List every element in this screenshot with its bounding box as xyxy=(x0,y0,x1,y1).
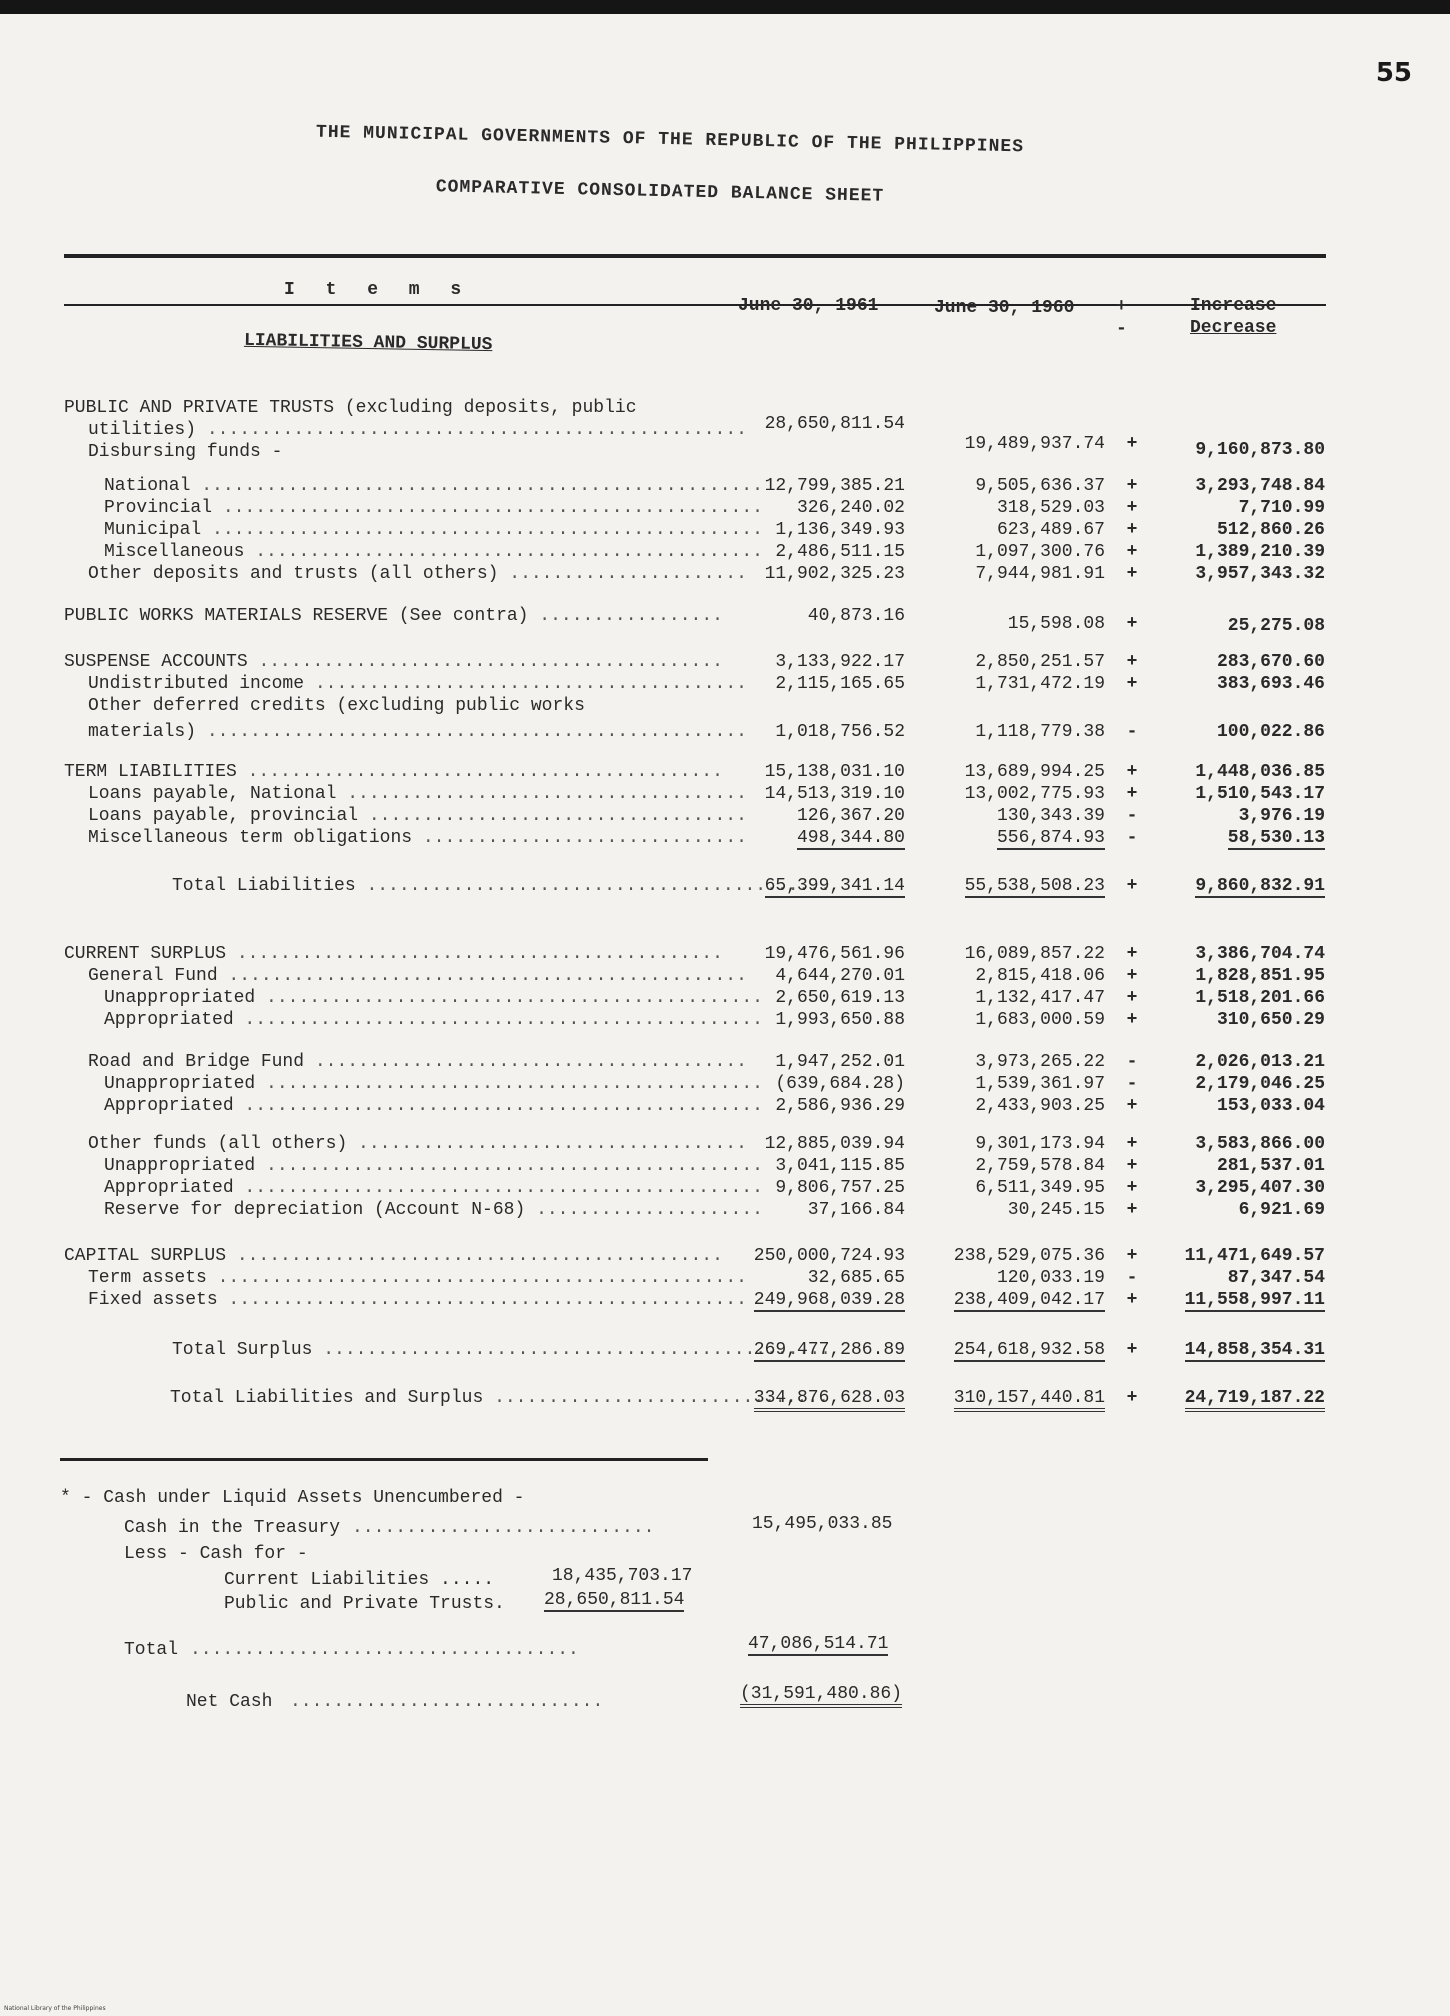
value-change: 2,179,046.25 xyxy=(1195,1074,1325,1094)
table-row xyxy=(0,806,1450,828)
change-sign: - xyxy=(1126,1074,1138,1094)
change-sign: + xyxy=(1126,966,1138,986)
row-label: PUBLIC AND PRIVATE TRUSTS (excluding deposits, public xyxy=(64,398,637,418)
footnote-intro: * - Cash under Liquid Assets Unencumbered - xyxy=(60,1488,525,1508)
value-change: 383,693.46 xyxy=(1216,674,1325,694)
table-row xyxy=(0,1246,1450,1268)
row-label: Unappropriated ..... xyxy=(104,1156,764,1176)
table-row xyxy=(0,652,1450,674)
table-row xyxy=(0,498,1450,520)
change-sign: - xyxy=(1126,828,1138,848)
value-1961: 2,486,511.15 xyxy=(775,542,905,562)
change-sign: + xyxy=(1126,1134,1138,1154)
table-row xyxy=(0,542,1450,564)
change-sign: + xyxy=(1126,988,1138,1008)
change-sign: + xyxy=(1126,784,1138,804)
footnote-total-value: 47,086,514.71 xyxy=(748,1634,889,1654)
value-1960: 1,118,779.38 xyxy=(975,722,1105,742)
source-note: National Library of the Philippines xyxy=(4,2005,106,2012)
column-header-sign: + - xyxy=(1116,297,1127,339)
footnote-separator xyxy=(60,1458,708,1461)
value-1960: 55,538,508.23 xyxy=(964,876,1105,896)
table-row xyxy=(0,398,1450,420)
column-header-june-1960: June 30, 1960 xyxy=(934,298,1075,318)
value-1960: 7,944,981.91 xyxy=(975,564,1105,584)
value-change: 24,719,187.22 xyxy=(1185,1388,1325,1412)
page-number: 55 xyxy=(1375,58,1412,88)
change-sign: + xyxy=(1126,1010,1138,1030)
scan-top-border xyxy=(0,0,1450,14)
value-change: 2,026,013.21 xyxy=(1195,1052,1325,1072)
change-sign: + xyxy=(1126,944,1138,964)
change-sign: - xyxy=(1126,722,1138,742)
value-1960: 2,759,578.84 xyxy=(975,1156,1105,1176)
footnote-current-value: 18,435,703.17 xyxy=(552,1566,693,1586)
footnote-trusts-value: 28,650,811.54 xyxy=(544,1590,685,1610)
value-1961: 40,873.16 xyxy=(807,606,905,626)
table-row xyxy=(0,966,1450,988)
value-1960: 130,343.39 xyxy=(996,806,1105,826)
row-label: Fixed assets ..... xyxy=(88,1290,748,1310)
footnote-net-value: (31,591,480.86) xyxy=(740,1684,902,1708)
row-label: Reserve for depreciation (Account N-68) ..... xyxy=(104,1200,764,1220)
value-1961: 14,513,319.10 xyxy=(764,784,905,804)
row-label: PUBLIC WORKS MATERIALS RESERVE (See contra) ..... xyxy=(64,606,724,626)
value-change: 281,537.01 xyxy=(1216,1156,1325,1176)
table-row xyxy=(0,564,1450,586)
value-change: 3,583,866.00 xyxy=(1195,1134,1325,1154)
footnote-total-label: Total xyxy=(124,1640,179,1660)
section-heading: LIABILITIES AND SURPLUS xyxy=(243,330,493,356)
value-1961: 1,947,252.01 xyxy=(775,1052,905,1072)
table-row xyxy=(0,1096,1450,1118)
row-label: Loans payable, National ..... xyxy=(88,784,748,804)
value-1960: 238,529,075.36 xyxy=(953,1246,1105,1266)
value-1960: 1,097,300.76 xyxy=(975,542,1105,562)
change-sign: + xyxy=(1126,434,1138,454)
table-row xyxy=(0,520,1450,542)
table-row xyxy=(0,1268,1450,1290)
row-label: materials) ..... xyxy=(88,722,748,742)
value-1961: 12,885,039.94 xyxy=(764,1134,905,1154)
value-change: 25,275.08 xyxy=(1227,616,1325,636)
row-label: TERM LIABILITIES ..... xyxy=(64,762,724,782)
value-change: 3,957,343.32 xyxy=(1195,564,1325,584)
table-row xyxy=(0,442,1450,464)
footnote-cash-label: Cash in the Treasury xyxy=(124,1518,341,1538)
value-1960: 120,033.19 xyxy=(996,1268,1105,1288)
value-1961: 28,650,811.54 xyxy=(764,414,905,434)
value-1960: 1,683,000.59 xyxy=(975,1010,1105,1030)
row-label: Miscellaneous ..... xyxy=(104,542,764,562)
row-label: utilities) ..... xyxy=(88,420,748,440)
value-change: 3,295,407.30 xyxy=(1195,1178,1325,1198)
value-change: 11,471,649.57 xyxy=(1184,1246,1325,1266)
value-1960: 9,505,636.37 xyxy=(975,476,1105,496)
value-1960: 6,511,349.95 xyxy=(975,1178,1105,1198)
value-1961: 3,133,922.17 xyxy=(775,652,905,672)
table-row-total xyxy=(0,1340,1450,1362)
value-1961: 15,138,031.10 xyxy=(764,762,905,782)
value-change: 9,860,832.91 xyxy=(1195,876,1325,896)
table-row xyxy=(0,1290,1450,1312)
row-label: Undistributed income ..... xyxy=(88,674,748,694)
report-subtitle: COMPARATIVE CONSOLIDATED BALANCE SHEET xyxy=(435,177,885,207)
value-1961: (639,684.28) xyxy=(775,1074,905,1094)
column-header-increase: Increase xyxy=(1190,296,1277,316)
row-label: Other deposits and trusts (all others) ..... xyxy=(88,564,748,584)
row-label: Provincial ..... xyxy=(104,498,764,518)
value-change: 9,160,873.80 xyxy=(1195,440,1325,460)
value-1961: 334,876,628.03 xyxy=(754,1388,905,1412)
row-label: General Fund ..... xyxy=(88,966,748,986)
value-change: 100,022.86 xyxy=(1216,722,1325,742)
value-change: 11,558,997.11 xyxy=(1184,1290,1325,1310)
row-label: Loans payable, provincial ..... xyxy=(88,806,748,826)
table-row xyxy=(0,1178,1450,1200)
value-1960: 3,973,265.22 xyxy=(975,1052,1105,1072)
table-row-total xyxy=(0,876,1450,898)
value-1960: 9,301,173.94 xyxy=(975,1134,1105,1154)
change-sign: + xyxy=(1126,876,1138,896)
value-1961: 2,115,165.65 xyxy=(775,674,905,694)
value-change: 6,921.69 xyxy=(1238,1200,1325,1220)
footnote-less-label: Less - Cash for - xyxy=(124,1544,308,1564)
value-1960: 13,002,775.93 xyxy=(964,784,1105,804)
value-1960: 13,689,994.25 xyxy=(964,762,1105,782)
value-1960: 254,618,932.58 xyxy=(953,1340,1105,1360)
value-1961: 12,799,385.21 xyxy=(764,476,905,496)
value-1960: 2,433,903.25 xyxy=(975,1096,1105,1116)
row-label: Term assets ..... xyxy=(88,1268,748,1288)
change-sign: - xyxy=(1126,806,1138,826)
table-row xyxy=(0,784,1450,806)
change-sign: + xyxy=(1126,1178,1138,1198)
column-header-items: I t e m s xyxy=(284,280,472,300)
value-change: 1,828,851.95 xyxy=(1195,966,1325,986)
value-1960: 623,489.67 xyxy=(996,520,1105,540)
row-label: Disbursing funds - xyxy=(88,442,283,462)
value-1961: 1,136,349.93 xyxy=(775,520,905,540)
row-label: Municipal ..... xyxy=(104,520,764,540)
change-sign: - xyxy=(1126,1268,1138,1288)
value-change: 7,710.99 xyxy=(1238,498,1325,518)
value-1961: 9,806,757.25 xyxy=(775,1178,905,1198)
change-sign: + xyxy=(1126,520,1138,540)
value-1961: 32,685.65 xyxy=(807,1268,905,1288)
change-sign: + xyxy=(1126,564,1138,584)
value-1961: 249,968,039.28 xyxy=(753,1290,905,1310)
value-1960: 19,489,937.74 xyxy=(964,434,1105,454)
row-label: Miscellaneous term obligations ..... xyxy=(88,828,748,848)
change-sign: + xyxy=(1126,674,1138,694)
change-sign: + xyxy=(1126,652,1138,672)
value-change: 1,510,543.17 xyxy=(1195,784,1325,804)
value-1961: 326,240.02 xyxy=(796,498,905,518)
change-sign: + xyxy=(1126,1290,1138,1310)
footnote-net-dots: ............................. xyxy=(290,1692,604,1712)
table-row-grand-total xyxy=(0,1388,1450,1410)
row-label: Road and Bridge Fund ..... xyxy=(88,1052,748,1072)
value-1961: 19,476,561.96 xyxy=(764,944,905,964)
value-1961: 269,477,286.89 xyxy=(753,1340,905,1360)
table-row xyxy=(0,696,1450,718)
value-1961: 1,018,756.52 xyxy=(775,722,905,742)
row-label: Other deferred credits (excluding public works xyxy=(88,696,585,716)
row-label: Appropriated ..... xyxy=(104,1010,764,1030)
value-1960: 30,245.15 xyxy=(1007,1200,1105,1220)
column-header-decrease: Decrease xyxy=(1190,318,1277,338)
value-change: 87,347.54 xyxy=(1227,1268,1325,1288)
row-label: Total Liabilities ..... xyxy=(172,876,832,896)
value-change: 310,650.29 xyxy=(1216,1010,1325,1030)
value-change: 3,386,704.74 xyxy=(1195,944,1325,964)
value-change: 14,858,354.31 xyxy=(1184,1340,1325,1360)
value-change: 3,293,748.84 xyxy=(1195,476,1325,496)
value-1960: 15,598.08 xyxy=(1007,614,1105,634)
value-change: 1,448,036.85 xyxy=(1195,762,1325,782)
value-1961: 4,644,270.01 xyxy=(775,966,905,986)
row-label: Total Liabilities and Surplus ..... xyxy=(170,1388,830,1408)
table-row xyxy=(0,1200,1450,1222)
value-1960: 2,815,418.06 xyxy=(975,966,1105,986)
value-1960: 1,539,361.97 xyxy=(975,1074,1105,1094)
header-bottom-rule xyxy=(64,304,1326,306)
table-row xyxy=(0,944,1450,966)
footnote-current-label: Current Liabilities ..... xyxy=(224,1570,495,1590)
row-label: Other funds (all others) ..... xyxy=(88,1134,748,1154)
change-sign: + xyxy=(1126,1388,1138,1408)
row-label: SUSPENSE ACCOUNTS ..... xyxy=(64,652,724,672)
row-label: Total Surplus ..... xyxy=(172,1340,832,1360)
value-1960: 556,874.93 xyxy=(996,828,1105,848)
footnote-net-label: Net Cash xyxy=(186,1692,273,1712)
table-row xyxy=(0,762,1450,784)
footnote-total-dots: .................................... xyxy=(190,1640,579,1660)
change-sign: + xyxy=(1126,1096,1138,1116)
value-1960: 310,157,440.81 xyxy=(954,1388,1105,1412)
table-row xyxy=(0,722,1450,744)
change-sign: + xyxy=(1126,1340,1138,1360)
footnote-cash-dots: ............................ xyxy=(352,1518,655,1538)
row-label: Appropriated ..... xyxy=(104,1096,764,1116)
table-row xyxy=(0,606,1450,636)
value-1961: 126,367.20 xyxy=(796,806,905,826)
value-1961: 65,399,341.14 xyxy=(764,876,905,896)
value-change: 512,860.26 xyxy=(1216,520,1325,540)
change-sign: + xyxy=(1126,498,1138,518)
value-1960: 1,731,472.19 xyxy=(975,674,1105,694)
report-title: THE MUNICIPAL GOVERNMENTS OF THE REPUBLIC OF THE PHILIPPINES xyxy=(315,122,1025,158)
row-label: National ..... xyxy=(104,476,764,496)
row-label: CAPITAL SURPLUS ..... xyxy=(64,1246,724,1266)
table-row xyxy=(0,1052,1450,1074)
table-row xyxy=(0,476,1450,498)
value-change: 1,389,210.39 xyxy=(1195,542,1325,562)
value-change: 58,530.13 xyxy=(1227,828,1325,848)
value-1961: 2,650,619.13 xyxy=(775,988,905,1008)
change-sign: + xyxy=(1126,1246,1138,1266)
header-top-rule xyxy=(64,254,1326,258)
table-row xyxy=(0,1156,1450,1178)
row-label: CURRENT SURPLUS ..... xyxy=(64,944,724,964)
change-sign: + xyxy=(1126,476,1138,496)
change-sign: - xyxy=(1126,1052,1138,1072)
value-1961: 498,344.80 xyxy=(796,828,905,848)
table-row xyxy=(0,828,1450,850)
change-sign: + xyxy=(1126,1200,1138,1220)
value-change: 1,518,201.66 xyxy=(1195,988,1325,1008)
value-1961: 2,586,936.29 xyxy=(775,1096,905,1116)
value-1960: 2,850,251.57 xyxy=(975,652,1105,672)
value-1960: 1,132,417.47 xyxy=(975,988,1105,1008)
row-label: Unappropriated ..... xyxy=(104,1074,764,1094)
value-change: 3,976.19 xyxy=(1238,806,1325,826)
footnote-trusts-label: Public and Private Trusts. xyxy=(224,1594,505,1614)
change-sign: + xyxy=(1126,762,1138,782)
table-row xyxy=(0,1010,1450,1032)
change-sign: + xyxy=(1126,614,1138,634)
table-row xyxy=(0,1074,1450,1096)
value-1960: 318,529.03 xyxy=(996,498,1105,518)
change-sign: + xyxy=(1126,542,1138,562)
table-row xyxy=(0,988,1450,1010)
value-1960: 238,409,042.17 xyxy=(953,1290,1105,1310)
column-header-june-1961: June 30, 1961 xyxy=(738,296,879,316)
value-change: 283,670.60 xyxy=(1216,652,1325,672)
value-1961: 1,993,650.88 xyxy=(775,1010,905,1030)
change-sign: + xyxy=(1126,1156,1138,1176)
table-row xyxy=(0,674,1450,696)
footnote-cash-value: 15,495,033.85 xyxy=(752,1514,893,1534)
row-label: Appropriated ..... xyxy=(104,1178,764,1198)
value-change: 153,033.04 xyxy=(1216,1096,1325,1116)
value-1960: 16,089,857.22 xyxy=(964,944,1105,964)
value-1961: 3,041,115.85 xyxy=(775,1156,905,1176)
value-1961: 250,000,724.93 xyxy=(753,1246,905,1266)
value-1961: 37,166.84 xyxy=(807,1200,905,1220)
value-1961: 11,902,325.23 xyxy=(764,564,905,584)
row-label: Unappropriated ..... xyxy=(104,988,764,1008)
table-row xyxy=(0,1134,1450,1156)
